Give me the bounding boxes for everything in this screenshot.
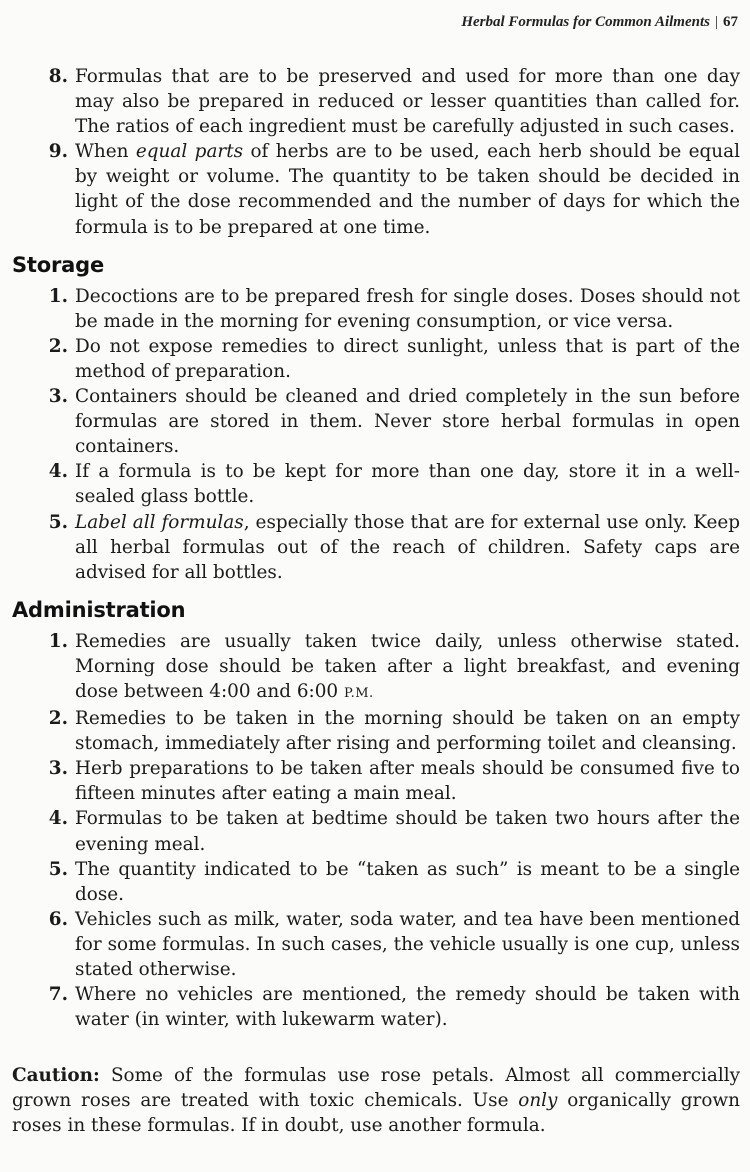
item-text-post: , especially those that are for external use only. Keep all herbal formulas out of the reach of children. Safety caps are advised for all bottles. bbox=[75, 511, 740, 583]
item-number: 2. bbox=[48, 335, 68, 357]
storage-heading: Storage bbox=[12, 252, 104, 277]
administration-list bbox=[12, 629, 740, 1033]
item-number: 1. bbox=[48, 630, 68, 652]
item-number: 1. bbox=[48, 285, 68, 307]
list-item bbox=[12, 64, 740, 139]
list-item bbox=[12, 806, 740, 856]
item-text: Decoctions are to be prepared fresh for single doses. Doses should not be made in the morning for evening consumption, or vice versa. bbox=[75, 285, 740, 332]
item-text-small-caps: P.M. bbox=[343, 685, 374, 701]
item-number: 4. bbox=[48, 808, 68, 830]
list-item bbox=[12, 982, 740, 1032]
storage-list bbox=[12, 284, 740, 585]
item-number: 2. bbox=[48, 708, 68, 730]
item-number: 9. bbox=[48, 141, 68, 163]
page-body bbox=[12, 64, 740, 1139]
intro-list bbox=[12, 64, 740, 240]
item-text: Formulas to be taken at bedtime should be taken two hours after the evening meal. bbox=[75, 808, 740, 855]
item-number: 3. bbox=[48, 758, 68, 780]
caution-note bbox=[12, 1063, 740, 1138]
item-number: 4. bbox=[48, 461, 68, 483]
item-number: 5. bbox=[48, 858, 68, 880]
header-separator: | bbox=[714, 14, 718, 30]
item-text-pre: When bbox=[75, 141, 136, 163]
item-text: Formulas that are to be preserved and used for more than one day may also be prepared in reduced or lesser quantities than called for. The ratios of each ingredient must be carefully adjusted in such cases. bbox=[75, 66, 740, 138]
item-text: If a formula is to be kept for more than one day, store it in a well-sealed glass bottle. bbox=[75, 461, 740, 508]
item-text: Where no vehicles are mentioned, the remedy should be taken with water (in winter, with lukewarm water). bbox=[75, 984, 740, 1031]
item-text-italic: equal parts bbox=[135, 141, 244, 163]
caution-text-pre: Some of the formulas use rose petals. Almost all commercially grown roses are treated with toxic chemicals. Use bbox=[12, 1065, 740, 1112]
list-item bbox=[12, 756, 740, 806]
list-item bbox=[12, 857, 740, 907]
caution-text-post: organically grown roses in these formulas. If in doubt, use another formula. bbox=[12, 1090, 740, 1137]
list-item bbox=[12, 459, 740, 509]
administration-heading: Administration bbox=[12, 597, 186, 622]
item-number: 8. bbox=[48, 66, 68, 87]
item-text: Containers should be cleaned and dried completely in the sun before formulas are stored in them. Never store herbal formulas in open containers. bbox=[75, 386, 740, 458]
list-item bbox=[12, 284, 740, 334]
list-item bbox=[12, 907, 740, 982]
running-header bbox=[461, 14, 738, 31]
item-text: Remedies to be taken in the morning should be taken on an empty stomach, immediately after rising and performing toilet and cleansing. bbox=[75, 708, 740, 755]
list-item bbox=[12, 706, 740, 756]
caution-text-italic: only bbox=[518, 1090, 558, 1112]
item-text: Vehicles such as milk, water, soda water, and tea have been mentioned for some formulas. In such cases, the vehicle usually is one cup, unless stated otherwise. bbox=[75, 908, 740, 980]
item-text-post: of herbs are to be used, each herb should be equal by weight or volume. The quantity to be taken should be decided in light of the dose recommended and the number of days for which the formula is to be prepared at one time. bbox=[75, 141, 740, 238]
list-item bbox=[12, 384, 740, 459]
item-number: 5. bbox=[48, 511, 68, 533]
item-text: Herb preparations to be taken after meals should be consumed five to fifteen minutes after eating a main meal. bbox=[75, 758, 740, 805]
item-number: 7. bbox=[48, 984, 68, 1006]
list-item bbox=[12, 334, 740, 384]
page-number: 67 bbox=[723, 14, 738, 30]
item-number: 3. bbox=[48, 386, 68, 408]
running-title: Herbal Formulas for Common Ailments bbox=[461, 14, 710, 30]
list-item bbox=[12, 510, 740, 585]
list-item bbox=[12, 629, 740, 706]
item-text-italic: Label all formulas bbox=[75, 511, 244, 533]
list-item bbox=[12, 139, 740, 239]
item-text: Do not expose remedies to direct sunlight, unless that is part of the method of preparation. bbox=[75, 335, 740, 382]
caution-label: Caution: bbox=[12, 1065, 100, 1087]
item-text-pre: Remedies are usually taken twice daily, unless otherwise stated. Morning dose should be taken after a light breakfast, and evening dose between 4:00 and 6:00 bbox=[75, 630, 740, 702]
item-text: The quantity indicated to be “taken as such” is meant to be a single dose. bbox=[75, 858, 740, 905]
item-number: 6. bbox=[48, 908, 68, 930]
